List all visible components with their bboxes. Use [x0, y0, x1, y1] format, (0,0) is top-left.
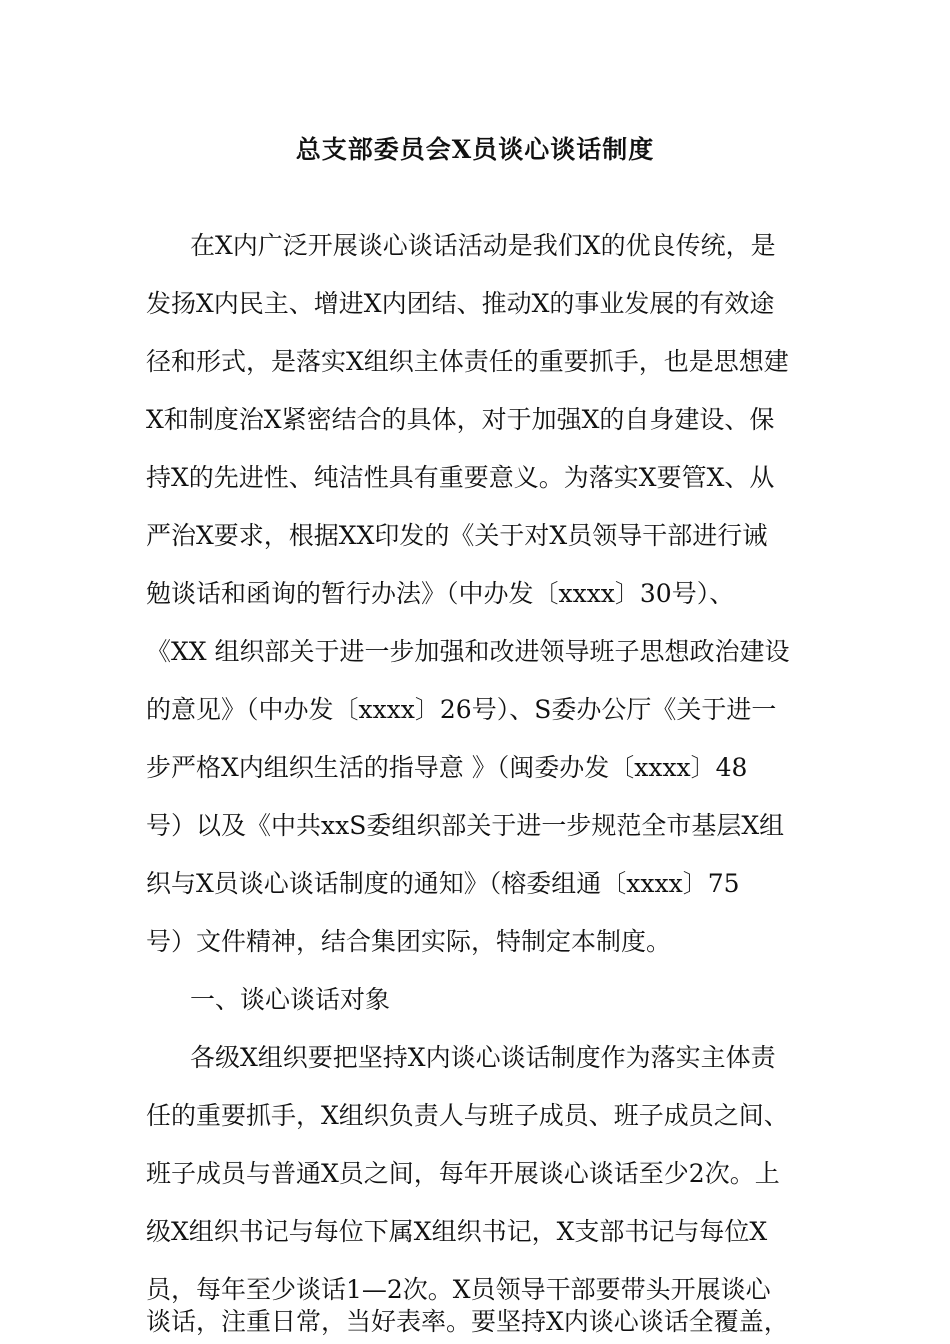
- paragraph-line: 号）以及《中共xxS委组织部关于进一步规范全市基层X组: [146, 811, 785, 840]
- paragraph-line: 《XX 组织部关于进一步加强和改进领导班子思想政治建设: [146, 637, 790, 666]
- paragraph-line: 谈话，注重日常，当好表率。要坚持X内谈心谈话全覆盖，: [146, 1307, 789, 1336]
- paragraph-line: 员，每年至少谈话1—2次。X员领导干部要带头开展谈心: [146, 1275, 771, 1304]
- paragraph-line: 严治X要求，根据XX印发的《关于对X员领导干部进行诫: [146, 521, 768, 550]
- paragraph-line: 班子成员与普通X员之间，每年开展谈心谈话至少2次。上: [146, 1159, 780, 1188]
- document-title: 总支部委员会X员谈心谈话制度: [295, 135, 655, 164]
- paragraph-line: 发扬X内民主、增进X内团结、推动X的事业发展的有效途: [146, 289, 775, 318]
- paragraph-line: 的意见》（中办发〔xxxx〕26号）、S委办公厅《关于进一: [146, 695, 777, 724]
- paragraph-line: 在X内广泛开展谈心谈话活动是我们X的优良传统，是: [190, 231, 776, 260]
- paragraph-line: 持X的先进性、纯洁性具有重要意义。为落实X要管X、从: [146, 463, 775, 492]
- paragraph-line: 步严格X内组织生活的指导意 》（闽委办发〔xxxx〕48: [146, 753, 748, 782]
- paragraph-line: 织与X员谈心谈话制度的通知》（榕委组通〔xxxx〕75: [146, 869, 740, 898]
- paragraph-line: 各级X组织要把坚持X内谈心谈话制度作为落实主体责: [190, 1043, 776, 1072]
- paragraph-line: 任的重要抓手，X组织负责人与班子成员、班子成员之间、: [146, 1101, 789, 1130]
- paragraph-line: 号）文件精神，结合集团实际，特制定本制度。: [146, 927, 672, 956]
- paragraph-line: 级X组织书记与每位下属X组织书记，X支部书记与每位X: [146, 1217, 768, 1246]
- paragraph-line: 径和形式，是落实X组织主体责任的重要抓手，也是思想建: [146, 347, 789, 376]
- section-heading: 一、谈心谈话对象: [190, 985, 391, 1014]
- paragraph-line: 勉谈话和函询的暂行办法》（中办发〔xxxx〕30号）、: [146, 579, 735, 608]
- paragraph-line: X和制度治X紧密结合的具体，对于加强X的自身建设、保: [146, 405, 775, 434]
